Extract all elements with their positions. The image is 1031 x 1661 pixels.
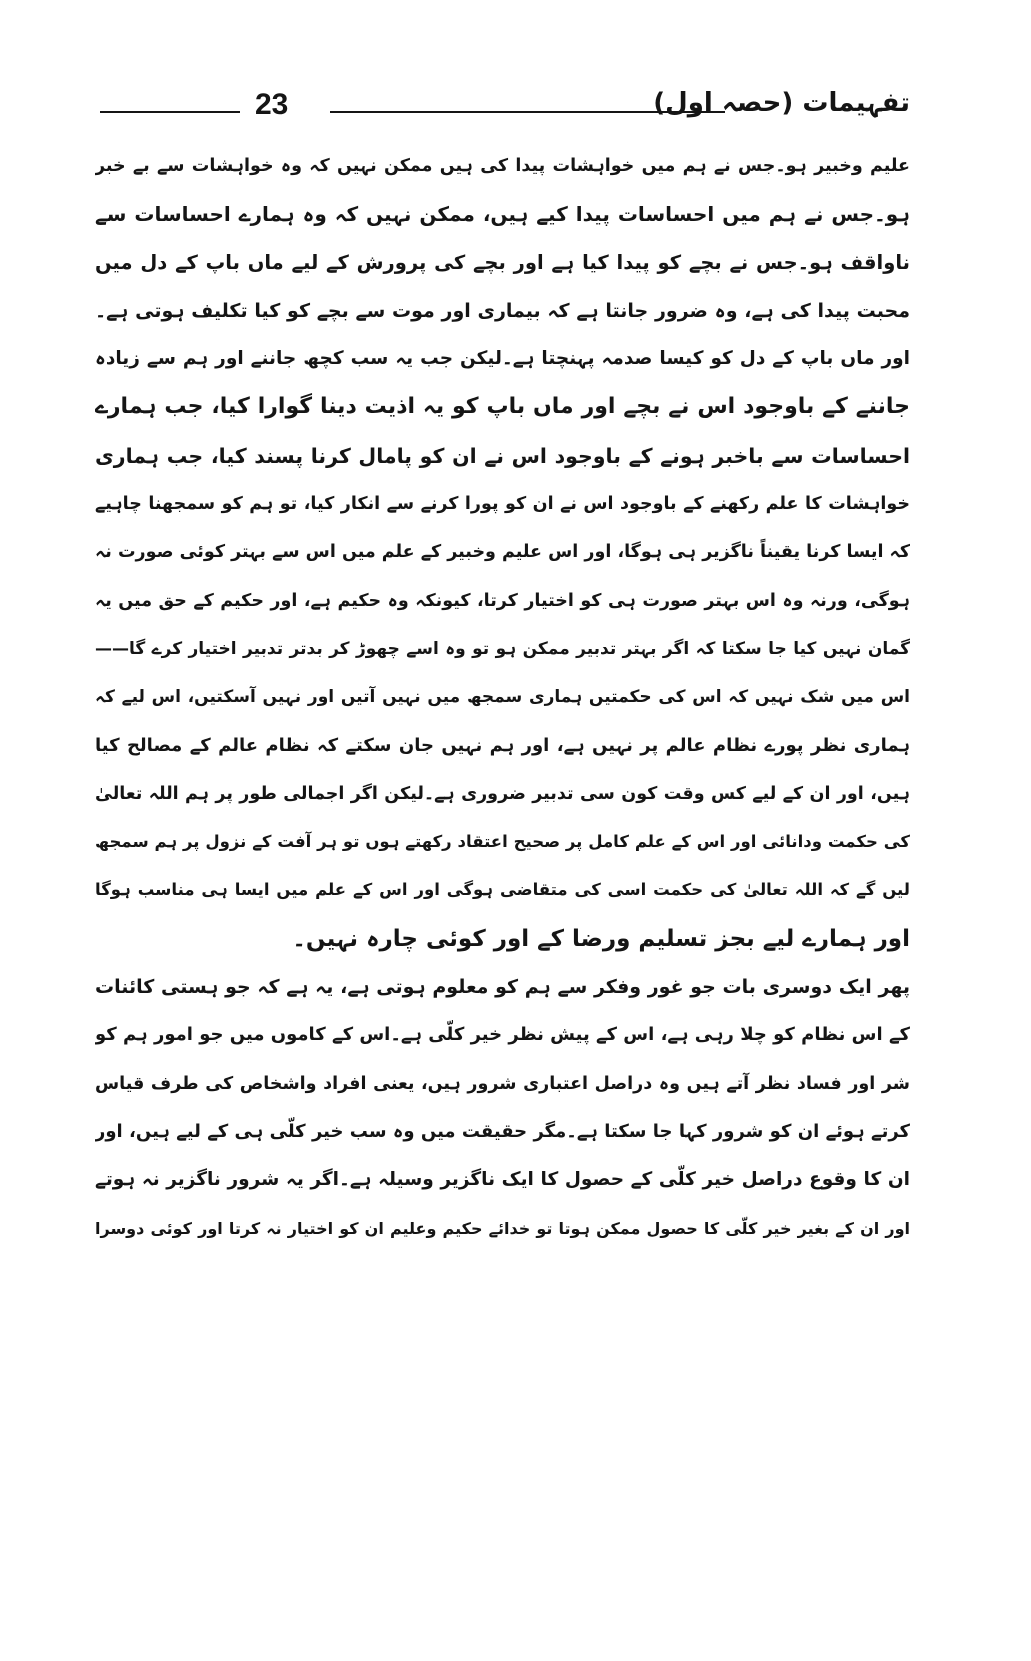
text-line: کرتے ہوئے ان کو شرور کہا جا سکتا ہے۔مگر حقیقت میں وہ سب خیر کلّی ہی کے لیے ہیں، اور	[95, 1120, 910, 1142]
text-line: اور ماں باپ کے دل کو کیسا صدمہ پہنچتا ہے۔لیکن جب یہ سب کچھ جاننے اور ہم سے زیادہ	[95, 348, 910, 370]
text-line: گمان نہیں کیا جا سکتا کہ اگر بہتر تدبیر ممکن ہو تو وہ اسے چھوڑ کر بدتر تدبیر اختیار کرے گا——	[95, 638, 910, 659]
text-line: شر اور فساد نظر آتے ہیں وہ دراصل اعتباری شرور ہیں، یعنی افراد واشخاص کی طرف قیاس	[95, 1073, 910, 1094]
text-line: اس میں شک نہیں کہ اس کی حکمتیں ہماری سمجھ میں نہیں آتیں اور نہیں آسکتیں، اس لیے کہ	[95, 687, 910, 708]
text-line: ناواقف ہو۔جس نے بچے کو پیدا کیا ہے اور بچے کی پرورش کے لیے ماں باپ کے دل میں	[95, 250, 910, 274]
text-line: لیں گے کہ اللہ تعالیٰ کی حکمت اسی کی متقاضی ہوگی اور اس کے علم میں ایسا ہی مناسب ہوگا	[95, 880, 910, 900]
text-line: کہ ایسا کرنا یقیناً ناگزیر ہی ہوگا، اور اس علیم وخبیر کے علم میں اس سے بہتر کوئی صورت نہ	[95, 542, 910, 563]
text-line: خواہشات کا علم رکھنے کے باوجود اس نے ان کو پورا کرنے سے انکار کیا، تو ہم کو سمجھنا چاہیے	[95, 494, 910, 515]
text-line: محبت پیدا کی ہے، وہ ضرور جانتا ہے کہ بیماری اور موت سے بچے کو کیا تکلیف ہوتی ہے۔	[95, 299, 910, 322]
text-line: کے اس نظام کو چلا رہی ہے، اس کے پیش نظر خیر کلّی ہے۔اس کے کاموں میں جو امور ہم کو	[95, 1024, 910, 1046]
text-line: جاننے کے باوجود اس نے بچے اور ماں باپ کو یہ اذیت دینا گوارا کیا، جب ہمارے	[95, 394, 910, 420]
text-line: کی حکمت ودانائی اور اس کے علم کامل پر صحیح اعتقاد رکھتے ہوں تو ہر آفت کے نزول پر ہم سمجھ	[95, 832, 910, 852]
page-number: 23	[255, 88, 289, 121]
text-line: ان کا وقوع دراصل خیر کلّی کے حصول کا ایک ناگزیر وسیلہ ہے۔اگر یہ شرور ناگزیر نہ ہوتے	[95, 1169, 910, 1191]
text-line: ہیں، اور ان کے لیے کس وقت کون سی تدبیر ضروری ہے۔لیکن اگر اجمالی طور پر ہم اللہ تعالیٰ	[95, 783, 910, 804]
text-line: ہوگی، ورنہ وہ اس بہتر صورت ہی کو اختیار کرتا، کیونکہ وہ حکیم ہے، اور حکیم کے حق میں یہ	[95, 590, 910, 611]
text-line-paragraph-end: اور ہمارے لیے بجز تسلیم ورضا کے اور کوئی چارہ نہیں۔	[292, 925, 910, 952]
text-line: علیم وخبیر ہو۔جس نے ہم میں خواہشات پیدا کی ہیں ممکن نہیں کہ وہ خواہشات سے بے خبر	[95, 156, 910, 176]
text-line: اور ان کے بغیر خیر کلّی کا حصول ممکن ہوتا تو خدائے حکیم وعلیم ان کو اختیار نہ کرتا اور کوئی دوسرا	[95, 1218, 910, 1238]
running-title: تفہیمات (حصہ اول)	[653, 88, 910, 118]
text-line: ہو۔جس نے ہم میں احساسات پیدا کیے ہیں، ممکن نہیں کہ وہ ہمارے احساسات سے	[95, 202, 910, 227]
text-line-paragraph-start: پھر ایک دوسری بات جو غور وفکر سے ہم کو معلوم ہوتی ہے، یہ ہے کہ جو ہستی کائنات	[95, 976, 910, 999]
text-line: احساسات سے باخبر ہونے کے باوجود اس نے ان کو پامال کرنا پسند کیا، جب ہماری	[95, 443, 910, 468]
page-header	[100, 88, 910, 128]
body-text	[95, 142, 910, 1253]
header-rule-left	[100, 111, 240, 113]
text-line: ہماری نظر پورے نظام عالم پر نہیں ہے، اور ہم نہیں جان سکتے کہ نظام عالم کے مصالح کیا	[95, 734, 910, 756]
